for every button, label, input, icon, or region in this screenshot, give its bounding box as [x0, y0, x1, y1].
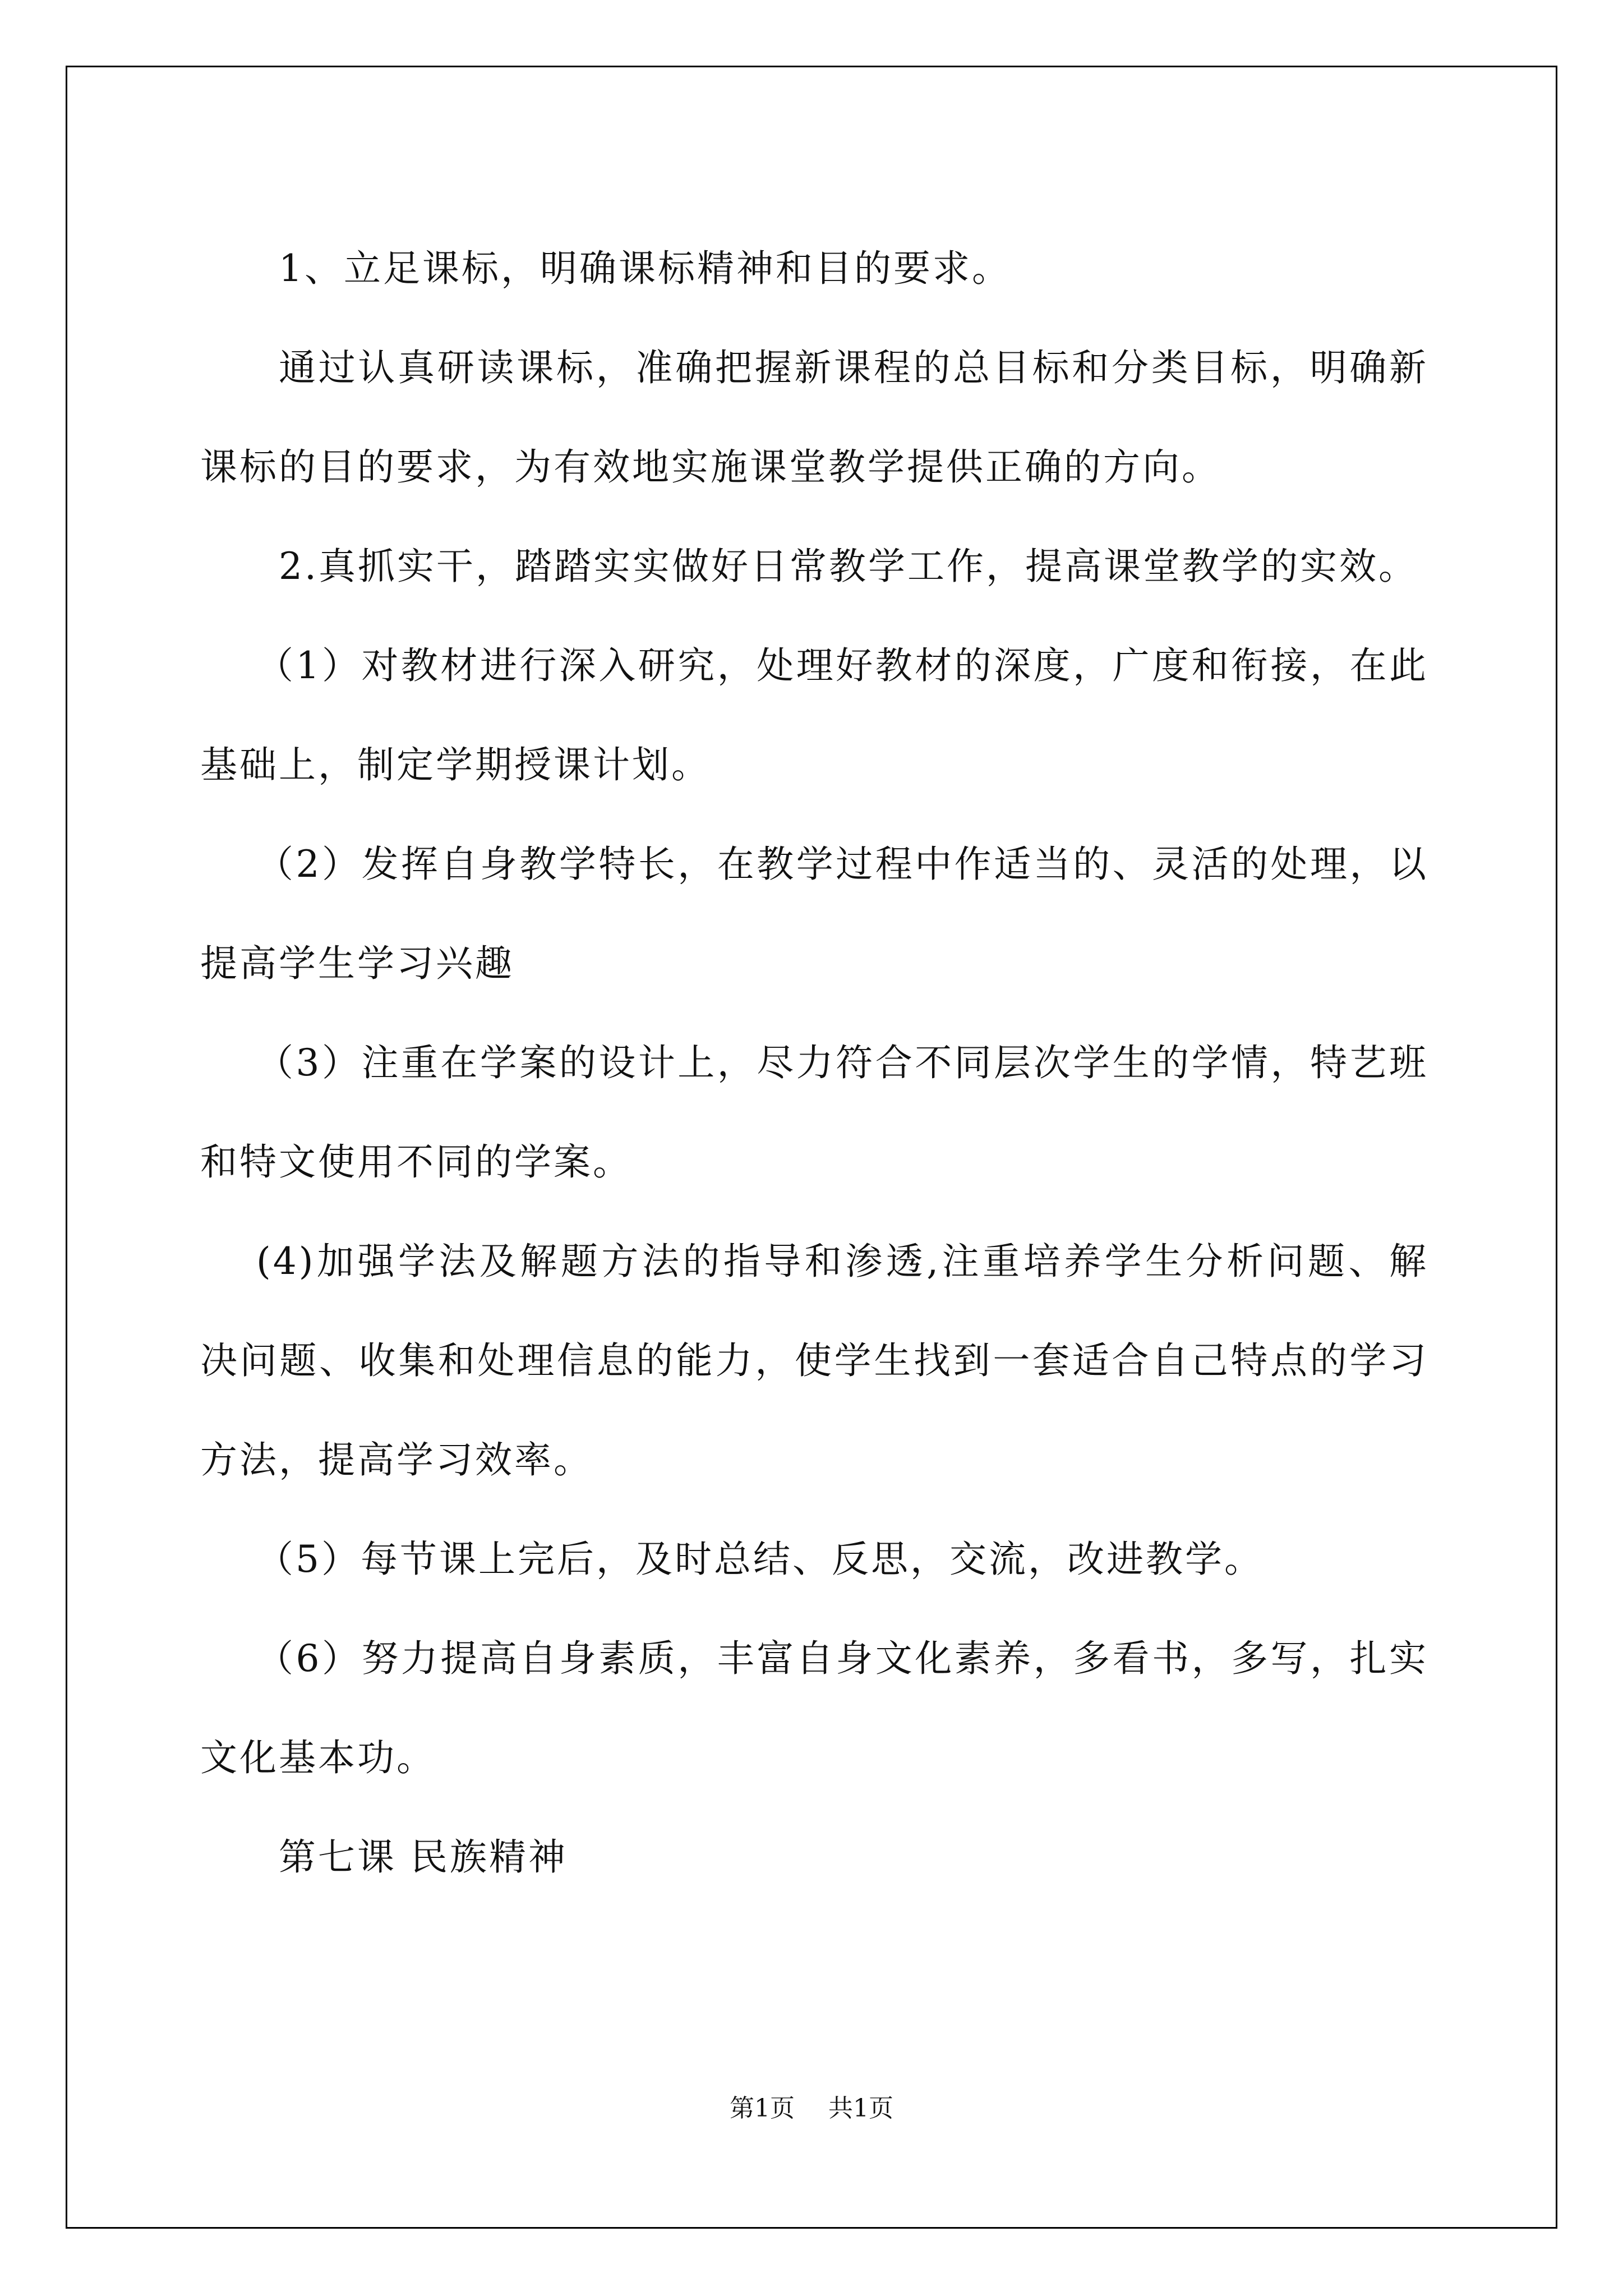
paragraph-2: 通过认真研读课标，准确把握新课程的总目标和分类目标，明确新课标的目的要求，为有效地实施课堂教学提供正确的方向。	[200, 346, 1428, 489]
page-footer	[0, 2088, 1623, 2124]
paragraph-5: （2）发挥自身教学特长，在教学过程中作适当的、灵活的处理，以提高学生学习兴趣	[200, 843, 1428, 985]
paragraph-8: （5）每节课上完后，及时总结、反思，交流，改进教学。	[256, 1538, 1264, 1581]
document-body	[200, 219, 1428, 1907]
paragraph-1: 1、立足课标，明确课标精神和目的要求。	[279, 247, 1011, 290]
paragraph-9: （6）努力提高自身素质，丰富自身文化素养，多看书，多写，扎实文化基本功。	[200, 1637, 1428, 1779]
paragraph-4: （1）对教材进行深入研究，处理好教材的深度，广度和衔接，在此基础上，制定学期授课计划。	[200, 644, 1428, 786]
section-heading: 第七课 民族精神	[279, 1835, 568, 1879]
page-total: 共1页	[828, 2094, 893, 2123]
page-number: 第1页	[730, 2094, 795, 2123]
paragraph-7: (4)加强学法及解题方法的指导和渗透,注重培养学生分析问题、解决问题、收集和处理信息的能力，使学生找到一套适合自己特点的学习方法，提高学习效率。	[200, 1240, 1428, 1481]
paragraph-3: 2.真抓实干，踏踏实实做好日常教学工作，提高课堂教学的实效。	[279, 545, 1418, 588]
paragraph-6: （3）注重在学案的设计上，尽力符合不同层次学生的学情，特艺班和特文使用不同的学案。	[200, 1041, 1428, 1184]
